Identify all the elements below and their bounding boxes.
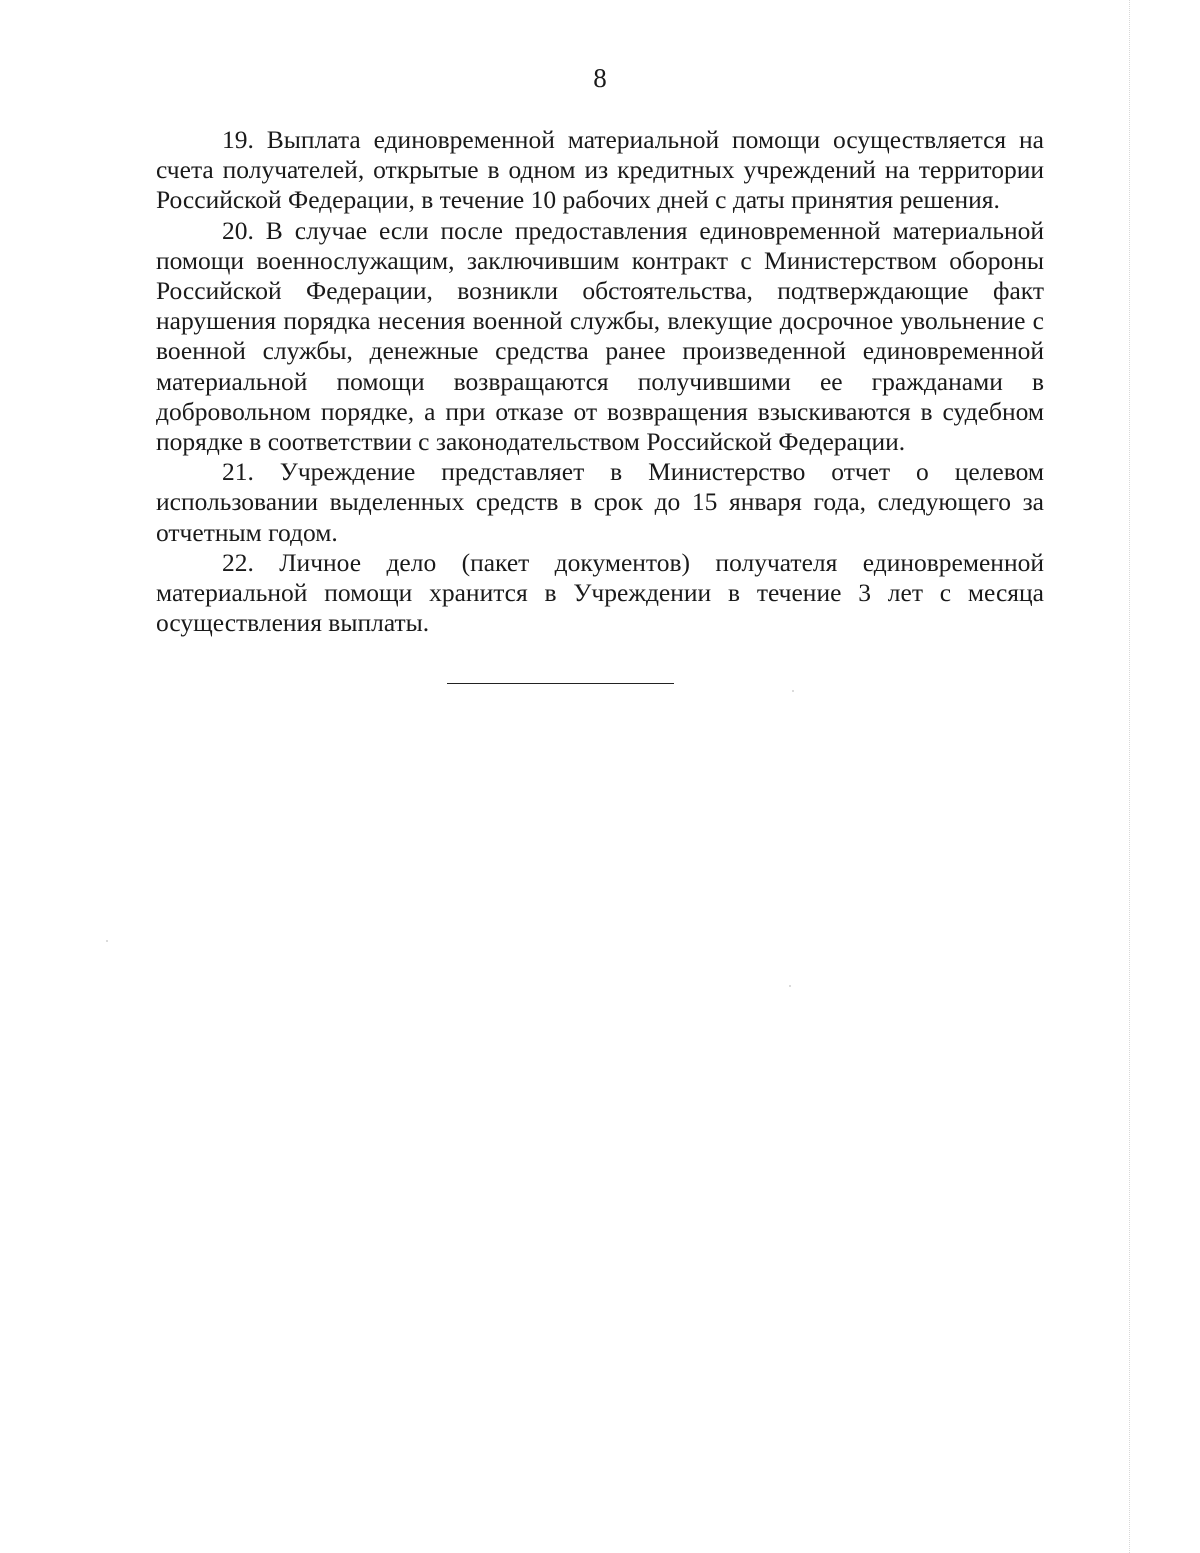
- paragraph-19: 19. Выплата единовременной материальной помощи осуществляется на счета получателей, открытые в одном из кредитных учреждений на территории Российской Федерации, в течение 10 рабочих дней с даты принятия решения.: [156, 125, 1044, 215]
- scan-speck: [792, 690, 794, 692]
- scan-edge-line: [1129, 0, 1130, 1553]
- paragraph-22: 22. Личное дело (пакет документов) получателя единовременной материальной помощи хранится в Учреждении в течение 3 лет с месяца осуществления выплаты.: [156, 547, 1044, 638]
- end-of-document-rule: [447, 683, 674, 684]
- document-body: [156, 125, 1044, 638]
- page-number: 8: [593, 63, 607, 93]
- paragraph-21: 21. Учреждение представляет в Министерство отчет о целевом использовании выделенных средств в срок до 15 января года, следующего за отчетным годом.: [156, 457, 1044, 547]
- paragraph-20: 20. В случае если после предоставления единовременной материальной помощи военнослужащим, заключившим контракт с Министерством обороны Российской Федерации, возникли обстоятельства, подтверждающие факт нарушения порядка несения военной службы, влекущие досрочное увольнение с военной службы, денежные средства ранее произведенной единовременной материальной помощи возвращаются получившими ее гражданами в добровольном порядке, а при отказе от возвращения взыскиваются в судебном порядке в соответствии с законодательством Российской Федерации.: [156, 215, 1044, 457]
- scan-speck: [789, 985, 791, 987]
- scan-speck: [106, 940, 108, 942]
